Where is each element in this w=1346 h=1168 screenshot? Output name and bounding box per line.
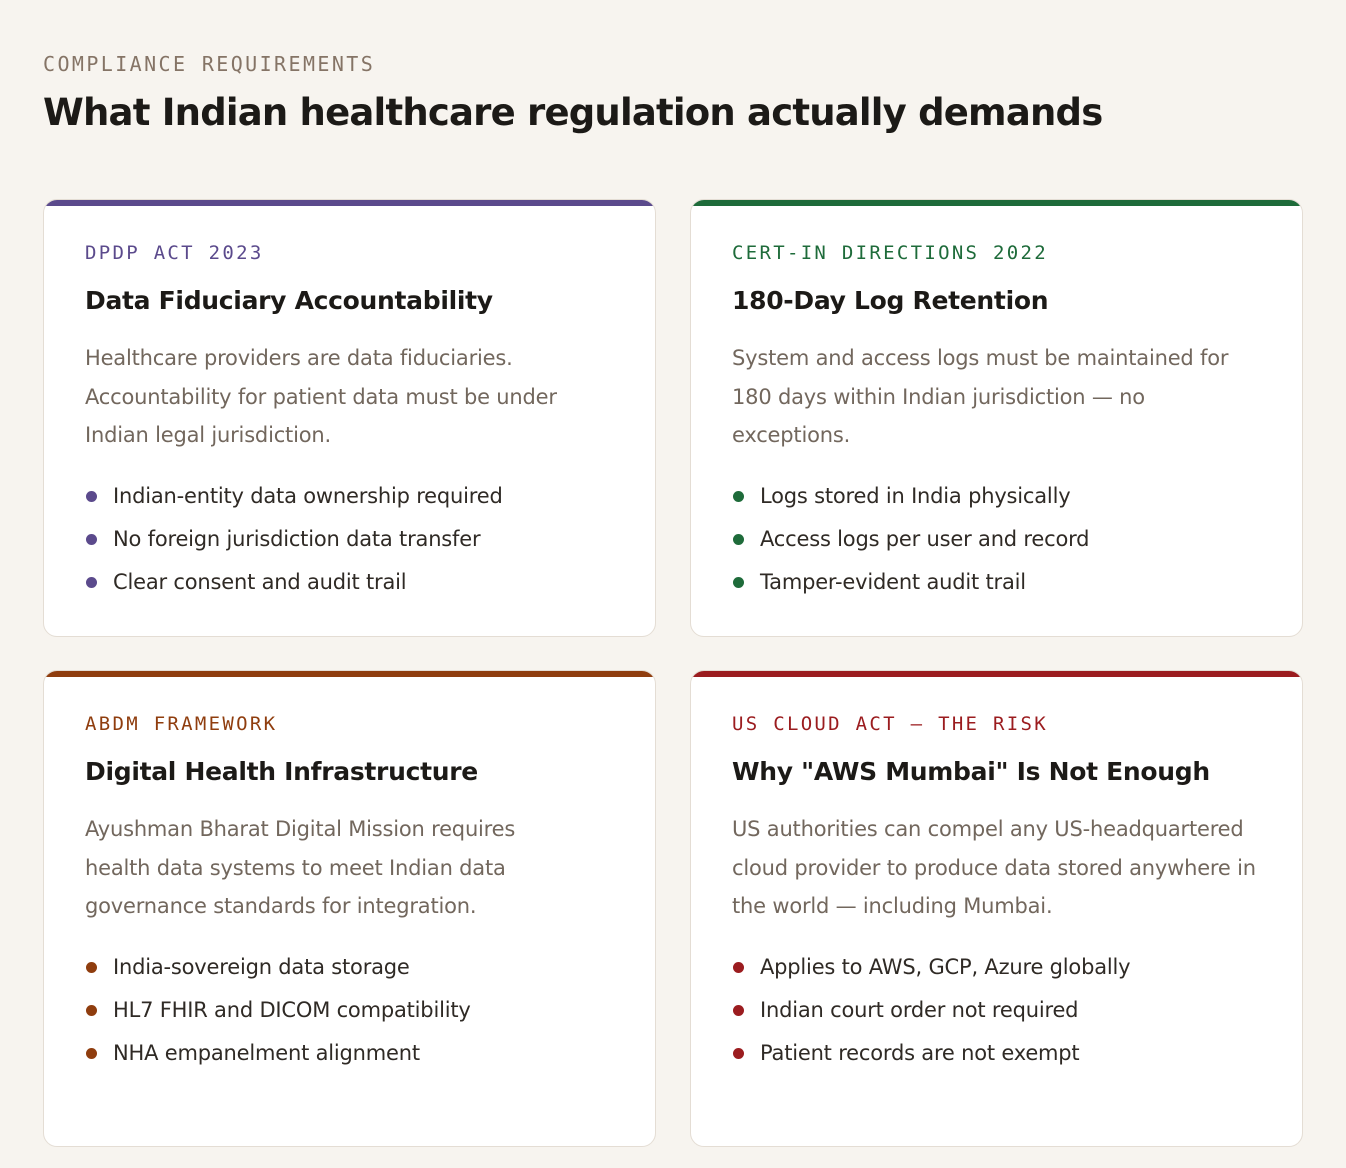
bullet-list	[85, 475, 625, 604]
bullet-text: Indian court order not required	[760, 997, 1079, 1022]
list-item	[85, 475, 625, 518]
bullet-text: Tamper-evident audit trail	[760, 569, 1026, 594]
bullet-dot-icon	[733, 1005, 744, 1016]
card-description: US authorities can compel any US-headquartered cloud provider to produce data stored anywhere in the world — including Mumbai.	[732, 817, 1256, 918]
bullet-dot-icon	[86, 577, 97, 588]
bullet-list	[732, 946, 1272, 1075]
bullet-text: Clear consent and audit trail	[113, 569, 407, 594]
bullet-text: Indian-entity data ownership required	[113, 483, 503, 508]
card-tag: ABDM FRAMEWORK	[85, 713, 278, 735]
bullet-text: Access logs per user and record	[760, 526, 1090, 551]
bullet-dot-icon	[86, 1048, 97, 1059]
bullet-text: HL7 FHIR and DICOM compatibility	[113, 997, 471, 1022]
list-item	[85, 989, 625, 1032]
list-item	[732, 946, 1272, 989]
bullet-text: No foreign jurisdiction data transfer	[113, 526, 481, 551]
bullet-dot-icon	[733, 577, 744, 588]
card-title: 180-Day Log Retention	[732, 286, 1049, 315]
list-item	[85, 561, 625, 604]
card-us-cloud-act	[690, 670, 1303, 1147]
bullet-dot-icon	[733, 1048, 744, 1059]
list-item	[732, 561, 1272, 604]
bullet-dot-icon	[86, 1005, 97, 1016]
card-description: Healthcare providers are data fiduciaries. Accountability for patient data must be under Indian legal jurisdiction.	[85, 346, 557, 447]
bullet-text: Applies to AWS, GCP, Azure globally	[760, 954, 1131, 979]
bullet-dot-icon	[733, 534, 744, 545]
card-accent-bar	[44, 200, 655, 206]
list-item	[732, 518, 1272, 561]
bullet-text: Patient records are not exempt	[760, 1040, 1080, 1065]
card-abdm-framework	[43, 670, 656, 1147]
bullet-list	[85, 946, 625, 1075]
bullet-text: Logs stored in India physically	[760, 483, 1071, 508]
bullet-text: India-sovereign data storage	[113, 954, 410, 979]
bullet-dot-icon	[86, 491, 97, 502]
list-item	[732, 1032, 1272, 1075]
list-item	[85, 946, 625, 989]
bullet-dot-icon	[733, 491, 744, 502]
card-tag: DPDP ACT 2023	[85, 242, 264, 264]
bullet-list	[732, 475, 1272, 604]
bullet-dot-icon	[86, 534, 97, 545]
bullet-dot-icon	[86, 962, 97, 973]
card-title: Why "AWS Mumbai" Is Not Enough	[732, 757, 1210, 786]
bullet-text: NHA empanelment alignment	[113, 1040, 420, 1065]
card-accent-bar	[691, 671, 1302, 677]
list-item	[85, 518, 625, 561]
card-description: System and access logs must be maintained for 180 days within Indian jurisdiction — no exceptions.	[732, 346, 1229, 447]
card-tag: CERT-IN DIRECTIONS 2022	[732, 242, 1048, 264]
card-description: Ayushman Bharat Digital Mission requires health data systems to meet Indian data governance standards for integration.	[85, 817, 516, 918]
requirements-grid	[43, 199, 1303, 1147]
list-item	[85, 1032, 625, 1075]
card-accent-bar	[44, 671, 655, 677]
section-eyebrow: COMPLIANCE REQUIREMENTS	[43, 52, 376, 76]
card-tag: US CLOUD ACT — THE RISK	[732, 713, 1048, 735]
card-dpdp-act	[43, 199, 656, 637]
card-cert-in	[690, 199, 1303, 637]
list-item	[732, 989, 1272, 1032]
page-title: What Indian healthcare regulation actually demands	[43, 91, 1103, 134]
list-item	[732, 475, 1272, 518]
card-accent-bar	[691, 200, 1302, 206]
card-title: Digital Health Infrastructure	[85, 757, 478, 786]
card-title: Data Fiduciary Accountability	[85, 286, 493, 315]
bullet-dot-icon	[733, 962, 744, 973]
